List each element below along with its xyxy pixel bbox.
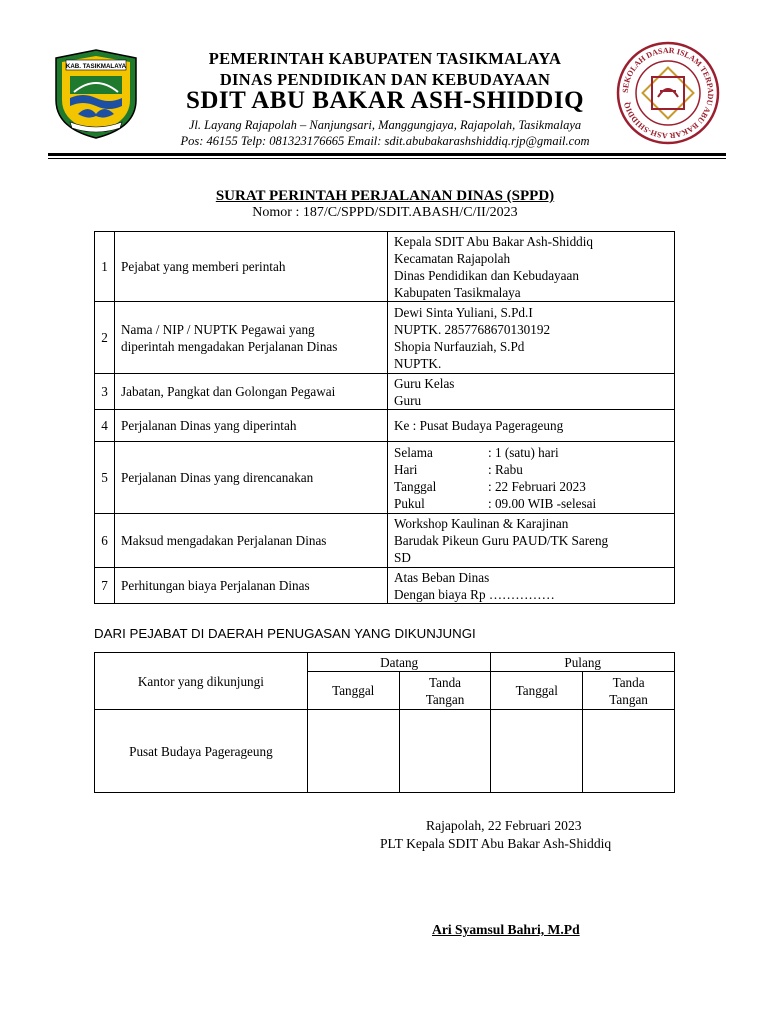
row-value: Dewi Sinta Yuliani, S.Pd.I NUPTK. 2857768670130192 Shopia Nurfauziah, S.Pd NUPTK. — [388, 302, 675, 374]
return-sign-header: Tanda Tangan — [583, 672, 675, 710]
table-row — [95, 568, 675, 604]
row-label: Maksud mengadakan Perjalanan Dinas — [115, 514, 388, 568]
row-label: Perhitungan biaya Perjalanan Dinas — [115, 568, 388, 604]
row-label: Jabatan, Pangkat dan Golongan Pegawai — [115, 374, 388, 410]
school-seal-text: SEKOLAH DASAR ISLAM TERPADU ABU BAKAR ASH-SHIDDIQ — [620, 45, 716, 141]
school-name: SDIT ABU BAKAR ASH-SHIDDIQ — [185, 87, 585, 114]
row-number: 7 — [95, 568, 115, 604]
row-number: 3 — [95, 374, 115, 410]
row-value: Ke : Pusat Budaya Pagerageung — [388, 410, 675, 442]
row-label: Pejabat yang memberi perintah — [115, 232, 388, 302]
row-value: Atas Beban Dinas Dengan biaya Rp …………… — [388, 568, 675, 604]
department-line: DINAS PENDIDIKAN DAN KEBUDAYAAN — [219, 70, 551, 89]
return-sign-cell — [583, 710, 675, 793]
table-row — [95, 374, 675, 410]
document-number: Nomor : 187/C/SPPD/SDIT.ABASH/C/II/2023 — [252, 205, 518, 220]
government-line: PEMERINTAH KABUPATEN TASIKMALAYA — [208, 49, 562, 68]
contact-line: Pos: 46155 Telp: 081323176665 Email: sdit.abubakarashshiddiq.rjp@gmail.com — [180, 134, 590, 148]
section-heading: DARI PEJABAT DI DAERAH PENUGASAN YANG DIKUNJUNGI — [94, 626, 476, 641]
return-header: Pulang — [491, 653, 675, 672]
table-row — [95, 302, 675, 374]
row-label: Nama / NIP / NUPTK Pegawai yang diperintah mengadakan Perjalanan Dinas — [115, 302, 388, 374]
row-value: Guru Kelas Guru — [388, 374, 675, 410]
row-number: 4 — [95, 410, 115, 442]
letterhead-rule-thin — [48, 158, 726, 159]
table-row — [95, 710, 675, 793]
office-header: Kantor yang dikunjungi — [95, 653, 308, 710]
signature-name: Ari Syamsul Bahri, M.Pd — [432, 922, 580, 937]
document-title: SURAT PERINTAH PERJALANAN DINAS (SPPD) — [215, 188, 555, 204]
return-date-cell — [491, 710, 583, 793]
signature-place-date: Rajapolah, 22 Februari 2023 — [426, 818, 582, 833]
table-row — [95, 442, 675, 514]
letterhead-rule — [48, 153, 726, 156]
arrive-date-cell — [307, 710, 399, 793]
sppd-table — [94, 231, 675, 604]
row-label: Perjalanan Dinas yang direncanakan — [115, 442, 388, 514]
row-number: 1 — [95, 232, 115, 302]
kabupaten-logo-text: KAB. TASIKMALAYA — [65, 63, 127, 70]
return-date-header: Tanggal — [491, 672, 583, 710]
row-value: Selama : 1 (satu) hari Hari : Rabu Tanggal : 22 Februari 2023 Pukul : 09.00 WIB -selesai — [388, 442, 675, 514]
kabupaten-logo — [50, 48, 142, 140]
address-line: Jl. Layang Rajapolah – Nanjungsari, Manggungjaya, Rajapolah, Tasikmalaya — [188, 118, 582, 132]
visited-office: Pusat Budaya Pagerageung — [95, 710, 308, 793]
arrive-date-header: Tanggal — [307, 672, 399, 710]
signature-role: PLT Kepala SDIT Abu Bakar Ash-Shiddiq — [380, 836, 612, 851]
row-label: Perjalanan Dinas yang diperintah — [115, 410, 388, 442]
row-number: 6 — [95, 514, 115, 568]
row-value: Workshop Kaulinan & Karajinan Barudak Pikeun Guru PAUD/TK Sareng SD — [388, 514, 675, 568]
arrive-sign-cell — [399, 710, 491, 793]
row-value: Kepala SDIT Abu Bakar Ash-Shiddiq Kecamatan Rajapolah Dinas Pendidikan dan Kebudayaan Kabupaten Tasikmalaya — [388, 232, 675, 302]
arrive-header: Datang — [307, 653, 491, 672]
arrive-sign-header: Tanda Tangan — [399, 672, 491, 710]
row-number: 5 — [95, 442, 115, 514]
table-row — [95, 232, 675, 302]
table-row — [95, 410, 675, 442]
row-number: 2 — [95, 302, 115, 374]
visit-table — [94, 652, 675, 793]
table-row — [95, 514, 675, 568]
